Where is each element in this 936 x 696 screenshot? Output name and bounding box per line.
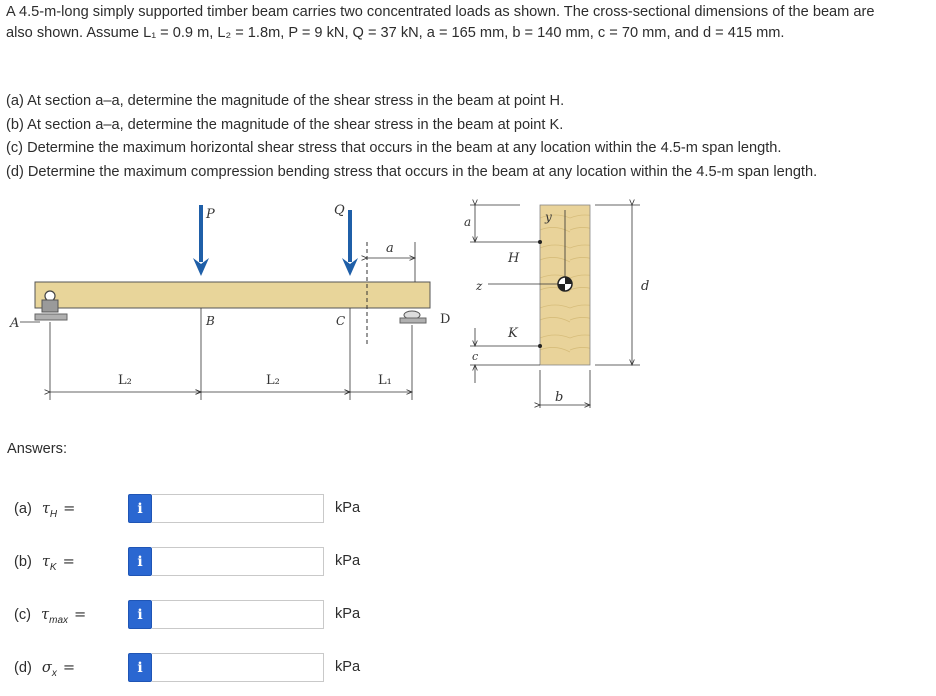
label-b-point: B — [206, 314, 215, 328]
label-section-a-dim: a — [386, 241, 394, 256]
part-b-question: (b) At section a–a, determine the magnitude of the shear stress in the beam at point K. — [6, 116, 564, 133]
beam — [35, 282, 430, 308]
label-l1: L₁ — [378, 373, 392, 388]
answer-equals-c: = — [74, 606, 87, 623]
answer-input-b[interactable] — [152, 547, 324, 576]
info-button-c[interactable]: i — [128, 600, 152, 629]
answer-row-d — [0, 652, 420, 684]
problem-parts — [6, 90, 932, 184]
label-c-point: C — [336, 314, 346, 328]
answer-unit-b: kPa — [335, 553, 361, 569]
load-q-arrow — [342, 210, 358, 276]
label-p: P — [206, 207, 215, 222]
label-h: H — [508, 251, 520, 266]
point-h — [538, 240, 542, 244]
centroid-icon — [558, 277, 572, 291]
answer-input-a[interactable] — [152, 494, 324, 523]
answer-unit-d: kPa — [335, 659, 361, 675]
problem-text-line-1: A 4.5-m-long simply supported timber beam carries two concentrated loads as shown. The cross-sectional dimensions of the beam are — [6, 4, 875, 20]
answers-title: Answers: — [7, 441, 68, 457]
problem-text-line-2: also shown. Assume L₁ = 0.9 m, L₂ = 1.8m, P = 9 kN, Q = 37 kN, a = 165 mm, b = 140 mm, c = 70 mm, and d = 415 mm. — [6, 25, 785, 41]
answer-subscript-b: K — [49, 561, 57, 573]
answer-equals-b: = — [62, 553, 75, 570]
answer-unit-c: kPa — [335, 606, 361, 622]
answer-label-c — [14, 606, 86, 626]
label-q: Q — [334, 203, 345, 218]
answer-part-c: (c) — [14, 607, 32, 623]
answer-part-d: (d) — [14, 660, 32, 676]
label-z: z — [476, 279, 483, 293]
label-d-dim: d — [641, 279, 650, 294]
label-d-point: D — [440, 312, 451, 327]
answer-subscript-a: H — [49, 508, 58, 520]
label-b-dim: b — [555, 390, 564, 405]
problem-statement — [6, 2, 932, 44]
info-button-d[interactable]: i — [128, 653, 152, 682]
answer-part-a: (a) — [14, 501, 32, 517]
beam-figure — [0, 196, 936, 416]
answer-symbol-b: τ — [41, 553, 50, 570]
answer-symbol-a: τ — [41, 500, 50, 517]
answer-subscript-c: max — [49, 614, 69, 626]
answer-row-a — [0, 493, 420, 525]
answer-symbol-c: τ — [41, 606, 50, 623]
label-c-dim: c — [472, 350, 479, 363]
answer-label-a — [14, 500, 75, 520]
answer-input-c[interactable] — [152, 600, 324, 629]
answer-part-b: (b) — [14, 554, 32, 570]
label-y: y — [545, 210, 552, 224]
roller-support-d — [400, 311, 426, 323]
answer-label-d — [14, 659, 75, 679]
answer-row-b — [0, 546, 420, 578]
label-a-point: A — [10, 316, 20, 331]
answer-row-c — [0, 599, 420, 631]
answer-equals-a: = — [63, 500, 76, 517]
part-d-question: (d) Determine the maximum compression bending stress that occurs in the beam at any location within the 4.5-m span length. — [6, 163, 818, 180]
label-l2-second: L₂ — [266, 373, 280, 388]
answer-equals-d: = — [62, 659, 76, 676]
answer-unit-a: kPa — [335, 500, 361, 516]
info-button-a[interactable]: i — [128, 494, 152, 523]
info-button-b[interactable]: i — [128, 547, 152, 576]
answer-subscript-d: x — [51, 667, 57, 679]
part-a-question: (a) At section a–a, determine the magnitude of the shear stress in the beam at point H. — [6, 93, 565, 109]
label-a-dim: a — [464, 215, 472, 229]
answer-input-d[interactable] — [152, 653, 324, 682]
label-l2-first: L₂ — [118, 373, 132, 388]
label-k: K — [508, 326, 518, 341]
answer-symbol-d: σ — [41, 659, 52, 676]
part-c-question: (c) Determine the maximum horizontal shear stress that occurs in the beam at any location within the 4.5-m span length. — [6, 140, 782, 156]
answer-label-b — [14, 553, 75, 573]
